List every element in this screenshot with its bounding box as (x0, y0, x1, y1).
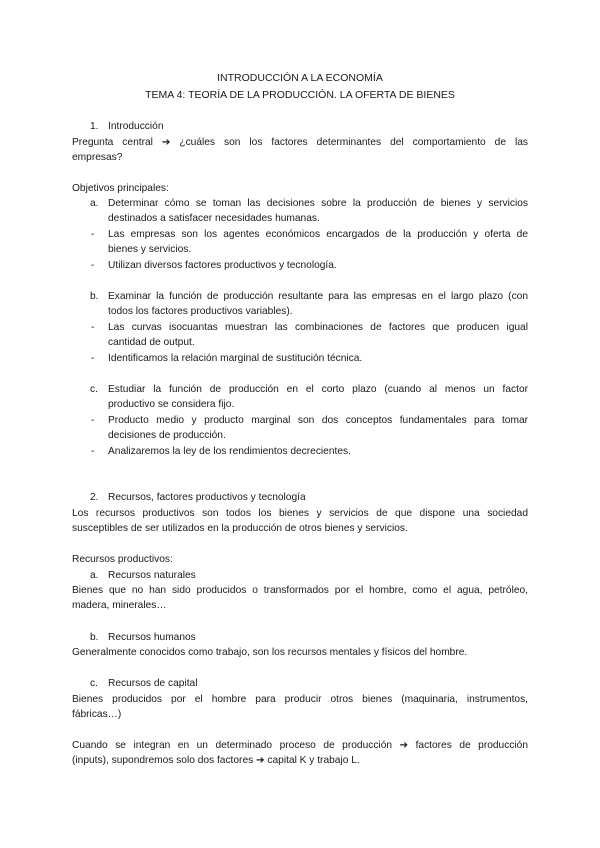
dash-marker: - (91, 353, 95, 364)
resource-b-text: Generalmente conocidos como trabajo, son los recursos mentales y físicos del hombre. (72, 647, 468, 658)
resource-a-text-line2: madera, minerales… (72, 600, 167, 611)
section2-intro-line1: Los recursos productivos son todos los bienes y servicios de que dispone una sociedad (72, 508, 528, 519)
dash-marker: - (91, 415, 95, 426)
final-paragraph-line1: Cuando se integran en un determinado proceso de producción ➔ factores de producción (72, 740, 528, 751)
objective-c-marker: c. (90, 384, 98, 395)
course-title: INTRODUCCIÓN A LA ECONOMÍA (217, 72, 383, 84)
objective-b-detail2: Identificamos la relación marginal de sustitución técnica. (108, 353, 363, 364)
objective-a-line1: Determinar cómo se toman las decisiones sobre la producción de bienes y servicios (108, 198, 528, 209)
dash-marker: - (91, 229, 95, 240)
objective-b-marker: b. (90, 291, 99, 302)
resource-a-text-line1: Bienes que no han sido producidos o transformados por el hombre, como el agua, petróleo, (72, 585, 528, 596)
objectives-label: Objetivos principales: (72, 183, 169, 194)
resource-a-marker: a. (90, 570, 99, 581)
objective-c-line2: productivo se considera fijo. (108, 399, 235, 410)
section2-intro-line2: susceptibles de ser utilizados en la producción de otros bienes y servicios. (72, 523, 408, 534)
dash-marker: - (91, 446, 95, 457)
objective-a-line2: destinados a satisfacer necesidades humanas. (108, 213, 320, 224)
section1-number: 1. (90, 121, 99, 132)
objective-c-line1: Estudiar la función de producción en el corto plazo (cuando al menos un factor (108, 384, 528, 395)
objective-b-detail1-line2: cantidad de output. (108, 337, 195, 348)
resource-b-title: Recursos humanos (108, 632, 196, 643)
dash-marker: - (91, 322, 95, 333)
section2-title: Recursos, factores productivos y tecnología (108, 492, 306, 503)
resource-c-text-line1: Bienes producidos por el hombre para producir otros bienes (maquinaria, instrumentos, (72, 694, 528, 705)
resources-label: Recursos productivos: (72, 554, 173, 565)
objective-a-detail2: Utilizan diversos factores productivos y tecnología. (108, 260, 337, 271)
section1-title: Introducción (108, 121, 164, 132)
objective-b-detail1-line1: Las curvas isocuantas muestran las combinaciones de factores que producen igual (108, 322, 528, 333)
final-paragraph-line2: (inputs), supondremos solo dos factores ➔ capital K y trabajo L. (72, 755, 360, 766)
section2-number: 2. (90, 492, 99, 503)
central-question-line2: empresas? (72, 152, 123, 163)
objective-b-line2: todos los factores productivos variables). (108, 306, 293, 317)
resource-a-title: Recursos naturales (108, 570, 196, 581)
objective-c-detail1-line2: decisiones de producción. (108, 430, 226, 441)
resource-b-marker: b. (90, 632, 99, 643)
topic-title: TEMA 4: TEORÍA DE LA PRODUCCIÓN. LA OFERTA DE BIENES (145, 89, 455, 101)
central-question-line1: Pregunta central ➔ ¿cuáles son los factores determinantes del comportamiento de las (72, 137, 528, 148)
resource-c-title: Recursos de capital (108, 678, 198, 689)
objective-a-marker: a. (90, 198, 99, 209)
resource-c-text-line2: fábricas…) (72, 709, 122, 720)
objective-a-detail1-line1: Las empresas son los agentes económicos encargados de la producción y oferta de (108, 229, 528, 240)
objective-c-detail1-line1: Producto medio y producto marginal son dos conceptos fundamentales para tomar (108, 415, 528, 426)
objective-a-detail1-line2: bienes y servicios. (108, 244, 192, 255)
objective-c-detail2: Analizaremos la ley de los rendimientos decrecientes. (108, 446, 351, 457)
dash-marker: - (91, 260, 95, 271)
resource-c-marker: c. (90, 678, 98, 689)
objective-b-line1: Examinar la función de producción resultante para las empresas en el largo plazo (con (108, 291, 528, 302)
